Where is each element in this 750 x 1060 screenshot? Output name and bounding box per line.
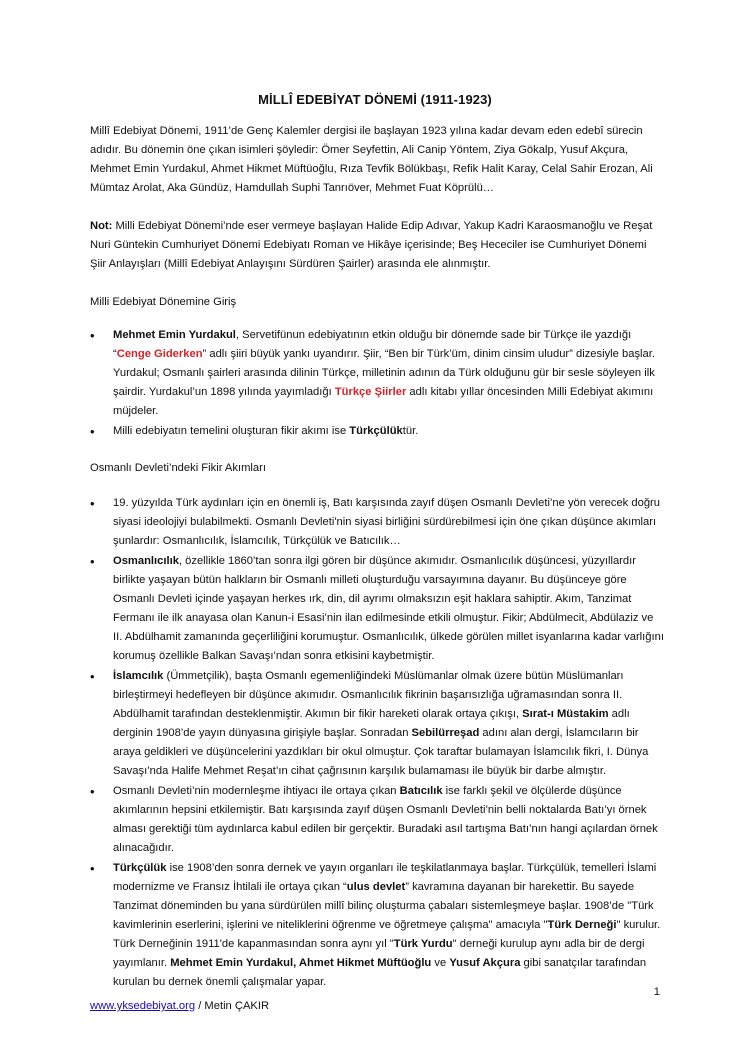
footer (90, 1000, 269, 1012)
ideas-bullet-list (90, 494, 665, 992)
bold-term: Sebilürreşad (411, 727, 480, 739)
text-span: ” kavramına dayanan bir harekettir. Bu sayede Tanzimat döneminden bu yana sürdürülen millî bilinç oluşturma çabaları sistemleşmeye başlar. 1908’de "Türk kavimlerinin eserlerini, işlerini ve niteliklerini öğrenme ve öğretmeye çalışma" amacıyla " (113, 881, 654, 931)
text-span: ve (431, 957, 450, 969)
text-span: " derneği kurulup aynı adla bir de dergi yayımlanır. (113, 938, 645, 969)
work-title-highlight: Cenge Giderken (116, 348, 203, 360)
bold-term: Türkçülük (349, 425, 403, 437)
text-span: (Ümmetçilik), başta Osmanlı egemenliğindeki Müslümanlar olmak üzere bütün Müslümanları birleştirmeyi hedefleyen bir düşünce akımıdır. Osmanlıcılık fikrinin başarısızlığa uğramasından sonra II. Abdülhamit tarafından desteklenmiştir. Akımın bir fikir hareketi olarak ortaya çıkışı, (113, 670, 624, 720)
section-heading-ideas: Osmanlı Devleti’ndeki Fikir Akımları (90, 462, 266, 474)
text-span: ” adlı şiiri büyük yankı uyandırır. Şiir, “Ben bir Türk’üm, dinim cinsim uludur” dizesiyle başlar. Yurdakul; Osmanlı şairleri arasında dilinin Türkçe, milletinin adının da Türk olduğunu gür bir sesle söyleyen ilk şairdir. Yurdakul’un 1898 yılında yayımladığı (113, 348, 655, 398)
bold-term: Yusuf Akçura (449, 957, 521, 969)
list-item (90, 667, 665, 781)
text-span: , Servetifünun edebiyatının etkin olduğu bir dönemde sade bir Türkçe ile yazdığı “ (113, 329, 632, 360)
text-span: ise 1908’den sonra dernek ve yayın organları ile teşkilatlanmaya başlar. Türkçülük, temelleri İslami modernizme ve Fransız İhtilali ile ortaya çıkan “ (113, 862, 657, 893)
footer-website-link[interactable]: www.yksedebiyat.org (90, 1000, 196, 1012)
bold-term: Osmanlıcılık (113, 555, 179, 567)
list-item (90, 422, 665, 441)
bold-term: Türk Derneği (547, 919, 617, 931)
note-paragraph (90, 217, 665, 274)
page-number: 1 (653, 986, 660, 998)
intro-bullet-list (90, 326, 665, 441)
text-span: ise farklı şekil ve ölçülerde düşünce akımlarının hepsini etkilemiştir. Batı karşısında zayıf düşen Osmanlı Devleti’nin belli noktalarda Batı’yı örnek alması gerektiği tüm aydınlarca kabul edilen bir gerçektir. Buradaki asıl tartışma Batı’nın hangi açılardan örnek alınacağıdır. (113, 785, 658, 854)
text-span: tür. (402, 425, 419, 437)
list-item (90, 782, 665, 858)
list-item: • 19. yüzyılda Türk aydınları için en önemli iş, Batı karşısında zayıf düşen Osmanlı Devleti’ne yön verecek doğru siyasi ideolojiyi bulabilmekti. Osmanlı Devleti'nin siyasi birliğini sürdürebilmesi için öne çıkan düşünce akımları şunlardır: Osmanlıcılık, İslamcılık, Türkçülük ve Batıcılık… (90, 494, 665, 551)
text-span: adlı derginin 1908’de yayın dünyasına girişiyle başlar. Sonradan (113, 708, 630, 739)
text-span: gibi sanatçılar tarafından kurulan bu dernek önemli çalışmalar yapar. (113, 957, 647, 988)
note-label: Not: (90, 220, 113, 232)
text-span: , özellikle 1860’tan sonra ilgi gören bir düşünce akımıdır. Osmanlıcılık düşüncesi, yüzyıllardır birlikte yaşayan bütün halkların bir Osmanlı milleti oluşturduğu varsayımına dayanır. Bu düşünceye göre Osmanlı Devleti içinde yaşayan herkes ırk, din, dil ayrımı olmaksızın eşit haklara sahiptir. Akım, Tanzimat Fermanı ile ilk anayasa olan Kanun-i Esasi’nin ilan edilmesinde etkili olmuştur. Fikir; Abdülmecit, Abdülaziz ve II. Abdülhamit zamanında geçerliliğini korumuştur. Osmanlıcılık, ülkede görülen millet isyanlarına kadar varlığını korumuş özellikle Balkan Savaşı’ndan sonra etkisini kaybetmiştir. (113, 555, 664, 662)
bold-name: Mehmet Emin Yurdakul (113, 329, 236, 341)
bold-term: Sırat-ı Müstakim (522, 708, 609, 720)
list-item (90, 326, 665, 421)
bold-term: Batıcılık (399, 785, 443, 797)
list-item (90, 552, 665, 666)
text-span: " kurulur. Türk Derneğinin 1911'de kapanmasından sonra aynı yıl " (113, 919, 661, 950)
text-span: adını alan dergi, İslamcıların bir araya geldikleri ve düşüncelerini yazdıkları bir okul olmuştur. Çok taraftar bulamayan İslamcılık fikri, I. Dünya Savaşı’nda Halife Mehmet Reşat’ın cihat çağrısının karşılık bulamaması ile büyük bir darbe almıştır. (113, 727, 649, 777)
footer-separator: / (195, 1000, 205, 1012)
note-text: Milli Edebiyat Dönemi’nde eser vermeye başlayan Halide Edip Adıvar, Yakup Kadri Karaosmanoğlu ve Reşat Nuri Güntekin Cumhuriyet Dönemi Edebiyatı Roman ve Hikâye içerisinde; Beş Hececiler ise Cumhuriyet Dönemi Şiir Anlayışları (Millî Edebiyat Anlayışını Sürdüren Şairler) arasında ele alınmıştır. (90, 220, 653, 270)
document-body (90, 122, 665, 992)
bold-term: Türk Yurdu (393, 938, 453, 950)
intro-paragraph: Millî Edebiyat Dönemi, 1911’de Genç Kalemler dergisi ile başlayan 1923 yılına kadar devam eden edebî sürecin adıdır. Bu dönemin öne çıkan isimleri şöyledir: Ömer Seyfettin, Ali Canip Yöntem, Ziya Gökalp, Yusuf Akçura, Mehmet Emin Yurdakul, Ahmet Hikmet Müftüoğlu, Rıza Tevfik Bölükbaşı, Refik Halit Karay, Celal Sahir Erozan, Ali Mümtaz Arolat, Aka Gündüz, Hamdullah Suphi Tanrıöver, Mehmet Fuat Köprülü… (90, 125, 653, 194)
bold-term: Türkçülük (113, 862, 167, 874)
bold-term: İslamcılık (113, 670, 164, 682)
text-span: adlı kitabı yıllar öncesinden Milli Edebiyat akımını müjdeler. (113, 386, 654, 417)
list-item (90, 859, 665, 992)
bold-term: Mehmet Emin Yurdakul, Ahmet Hikmet Müftüoğlu (170, 957, 432, 969)
text-span: Milli edebiyatın temelini oluşturan fikir akımı ise (113, 425, 350, 437)
text-span: Osmanlı Devleti’nin modernleşme ihtiyacı ile ortaya çıkan (113, 785, 400, 797)
page-title: MİLLÎ EDEBİYAT DÖNEMİ (1911-1923) (258, 92, 492, 107)
section-heading-intro: Milli Edebiyat Dönemine Giriş (90, 296, 237, 308)
bold-term: ulus devlet (346, 881, 406, 893)
footer-author: Metin ÇAKIR (204, 1000, 270, 1012)
work-title-highlight: Türkçe Şiirler (334, 386, 407, 398)
